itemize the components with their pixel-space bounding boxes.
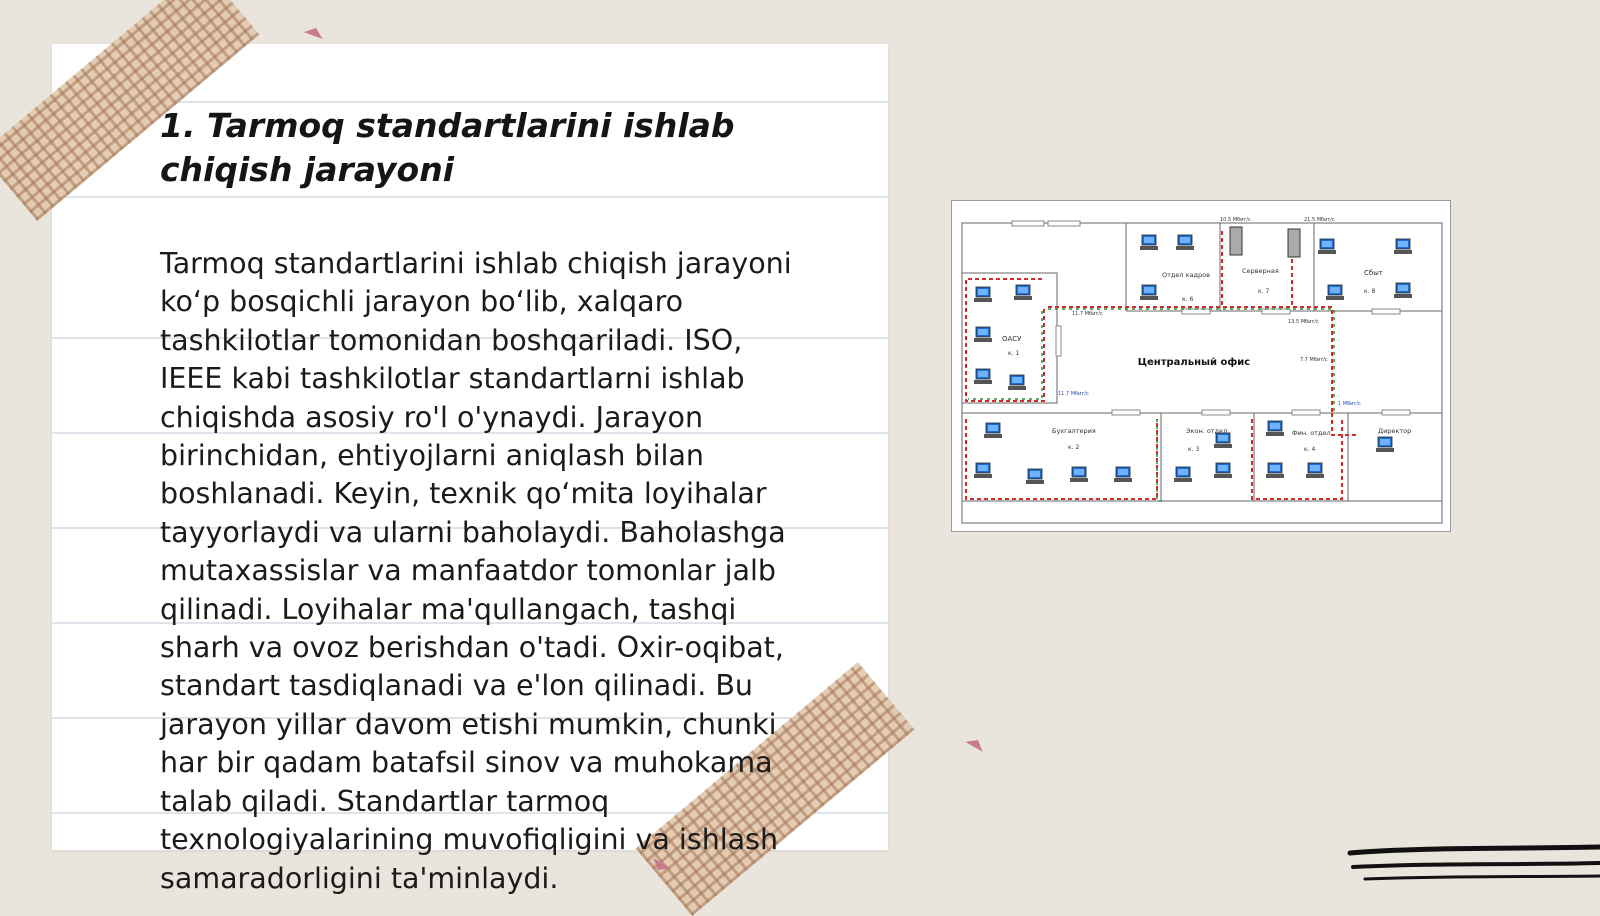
desktop-computer-icon [974, 463, 992, 478]
desktop-computer-icon [974, 287, 992, 302]
room-plan-label: Фин. отдел [1292, 429, 1331, 437]
room-kadry-number: к. 6 [1182, 296, 1194, 303]
room-dir-label: Директор [1378, 427, 1412, 435]
link-label: 11.7 Мбит/с [1058, 391, 1089, 397]
desktop-computer-icon [1114, 467, 1132, 482]
link-label: 21.5 Мбит/с [1304, 217, 1335, 223]
desktop-computer-icon [1318, 239, 1336, 254]
window [1292, 410, 1320, 415]
desktop-computer-icon [1326, 285, 1344, 300]
room-buh-number: к. 2 [1068, 444, 1080, 451]
desktop-computer-icon [1008, 375, 1026, 390]
link-label: 11.7 Мбит/с [1072, 311, 1103, 317]
room-plan-number: к. 4 [1304, 446, 1316, 453]
desktop-computer-icon [1394, 283, 1412, 298]
room-econ-number: к. 3 [1188, 446, 1200, 453]
center-office-label: Центральный офис [1137, 357, 1251, 368]
desktop-computer-icon [1214, 463, 1232, 478]
server-rack-icon [1288, 229, 1300, 257]
room-asu-label: ОАСУ [1002, 335, 1022, 343]
desktop-computer-icon [1266, 463, 1284, 478]
link-label: 10.5 Мбит/с [1220, 217, 1251, 223]
desktop-computer-icon [1266, 421, 1284, 436]
desktop-computer-icon [1214, 433, 1232, 448]
desktop-computer-icon [1376, 437, 1394, 452]
room-buh-label: Бухгалтерия [1052, 427, 1096, 435]
desktop-computer-icon [1174, 467, 1192, 482]
link-label: 1 Мбит/с [1338, 401, 1361, 407]
desktop-computer-icon [1306, 463, 1324, 478]
window [1012, 221, 1044, 226]
desktop-computer-icon [1014, 285, 1032, 300]
link-label: 7.7 Мбит/с [1300, 357, 1328, 363]
network-diagram [951, 200, 1451, 532]
desktop-computer-icon [984, 423, 1002, 438]
room-asu-number: к. 1 [1008, 350, 1020, 357]
cable-red [1332, 413, 1356, 435]
window [1382, 410, 1410, 415]
room-sbyt-number: к. 8 [1364, 288, 1376, 295]
window [1112, 410, 1140, 415]
decorative-brush-lines [1345, 843, 1600, 900]
desktop-computer-icon [974, 369, 992, 384]
link-label: 13.5 Мбит/с [1288, 319, 1319, 325]
slide-title-line-1: 1. Tarmoq standartlarini ishlab [160, 106, 735, 145]
slide-body-text: Tarmoq standartlarini ishlab chiqish jarayoni koʻp bosqichli jarayon boʻlib, xalqaro tashkilotlar tomonidan boshqariladi. ISO, IEEE kabi tashkilotlar standartlarni ishlab chiqishda asosiy ro'l o'ynaydi. Jarayon birinchidan, ehtiyojlarni aniqlash bilan boshlanadi. Keyin, texnik qoʻmita loyihalar tayyorlaydi va ularni baholaydi. Baholashga mutaxassislar va manfaatdor tomonlar jalb qilinadi. Loyihalar ma'qullangach, tashqi sharh va ovoz berishdan o'tadi. Oxir-oqibat, standart tasdiqlanadi va e'lon qilinadi. Bu jarayon yillar davom etishi mumkin, chunki har bir qadam batafsil sinov va muhokama talab qiladi. Standartlar tarmoq texnologiyalarining muvofiqligini va ishlash samaradorligini ta'minlaydi. [160, 247, 792, 895]
room-server-number: к. 7 [1258, 288, 1270, 295]
window [1372, 309, 1400, 314]
cable-green [968, 311, 1042, 399]
slide-title-line-2: chiqish jarayoni [160, 150, 455, 189]
tape-notch [965, 728, 990, 752]
slide-title [160, 104, 820, 192]
desktop-computer-icon [974, 327, 992, 342]
room-kadry-label: Отдел кадров [1162, 271, 1210, 279]
desktop-computer-icon [1394, 239, 1412, 254]
network-diagram-svg [952, 201, 1450, 531]
window [1056, 326, 1061, 356]
server-rack-icon [1230, 227, 1242, 255]
desktop-computer-icon [1140, 235, 1158, 250]
room-econ-label: Экон. отдел [1186, 427, 1228, 435]
window [1202, 410, 1230, 415]
tape-notch [304, 17, 328, 39]
desktop-computer-icon [1140, 285, 1158, 300]
room-sbyt-label: Сбыт [1364, 269, 1383, 277]
window [1048, 221, 1080, 226]
desktop-computer-icon [1070, 467, 1088, 482]
desktop-computer-icon [1176, 235, 1194, 250]
room-server-label: Серверная [1242, 267, 1279, 275]
desktop-computer-icon [1026, 469, 1044, 484]
